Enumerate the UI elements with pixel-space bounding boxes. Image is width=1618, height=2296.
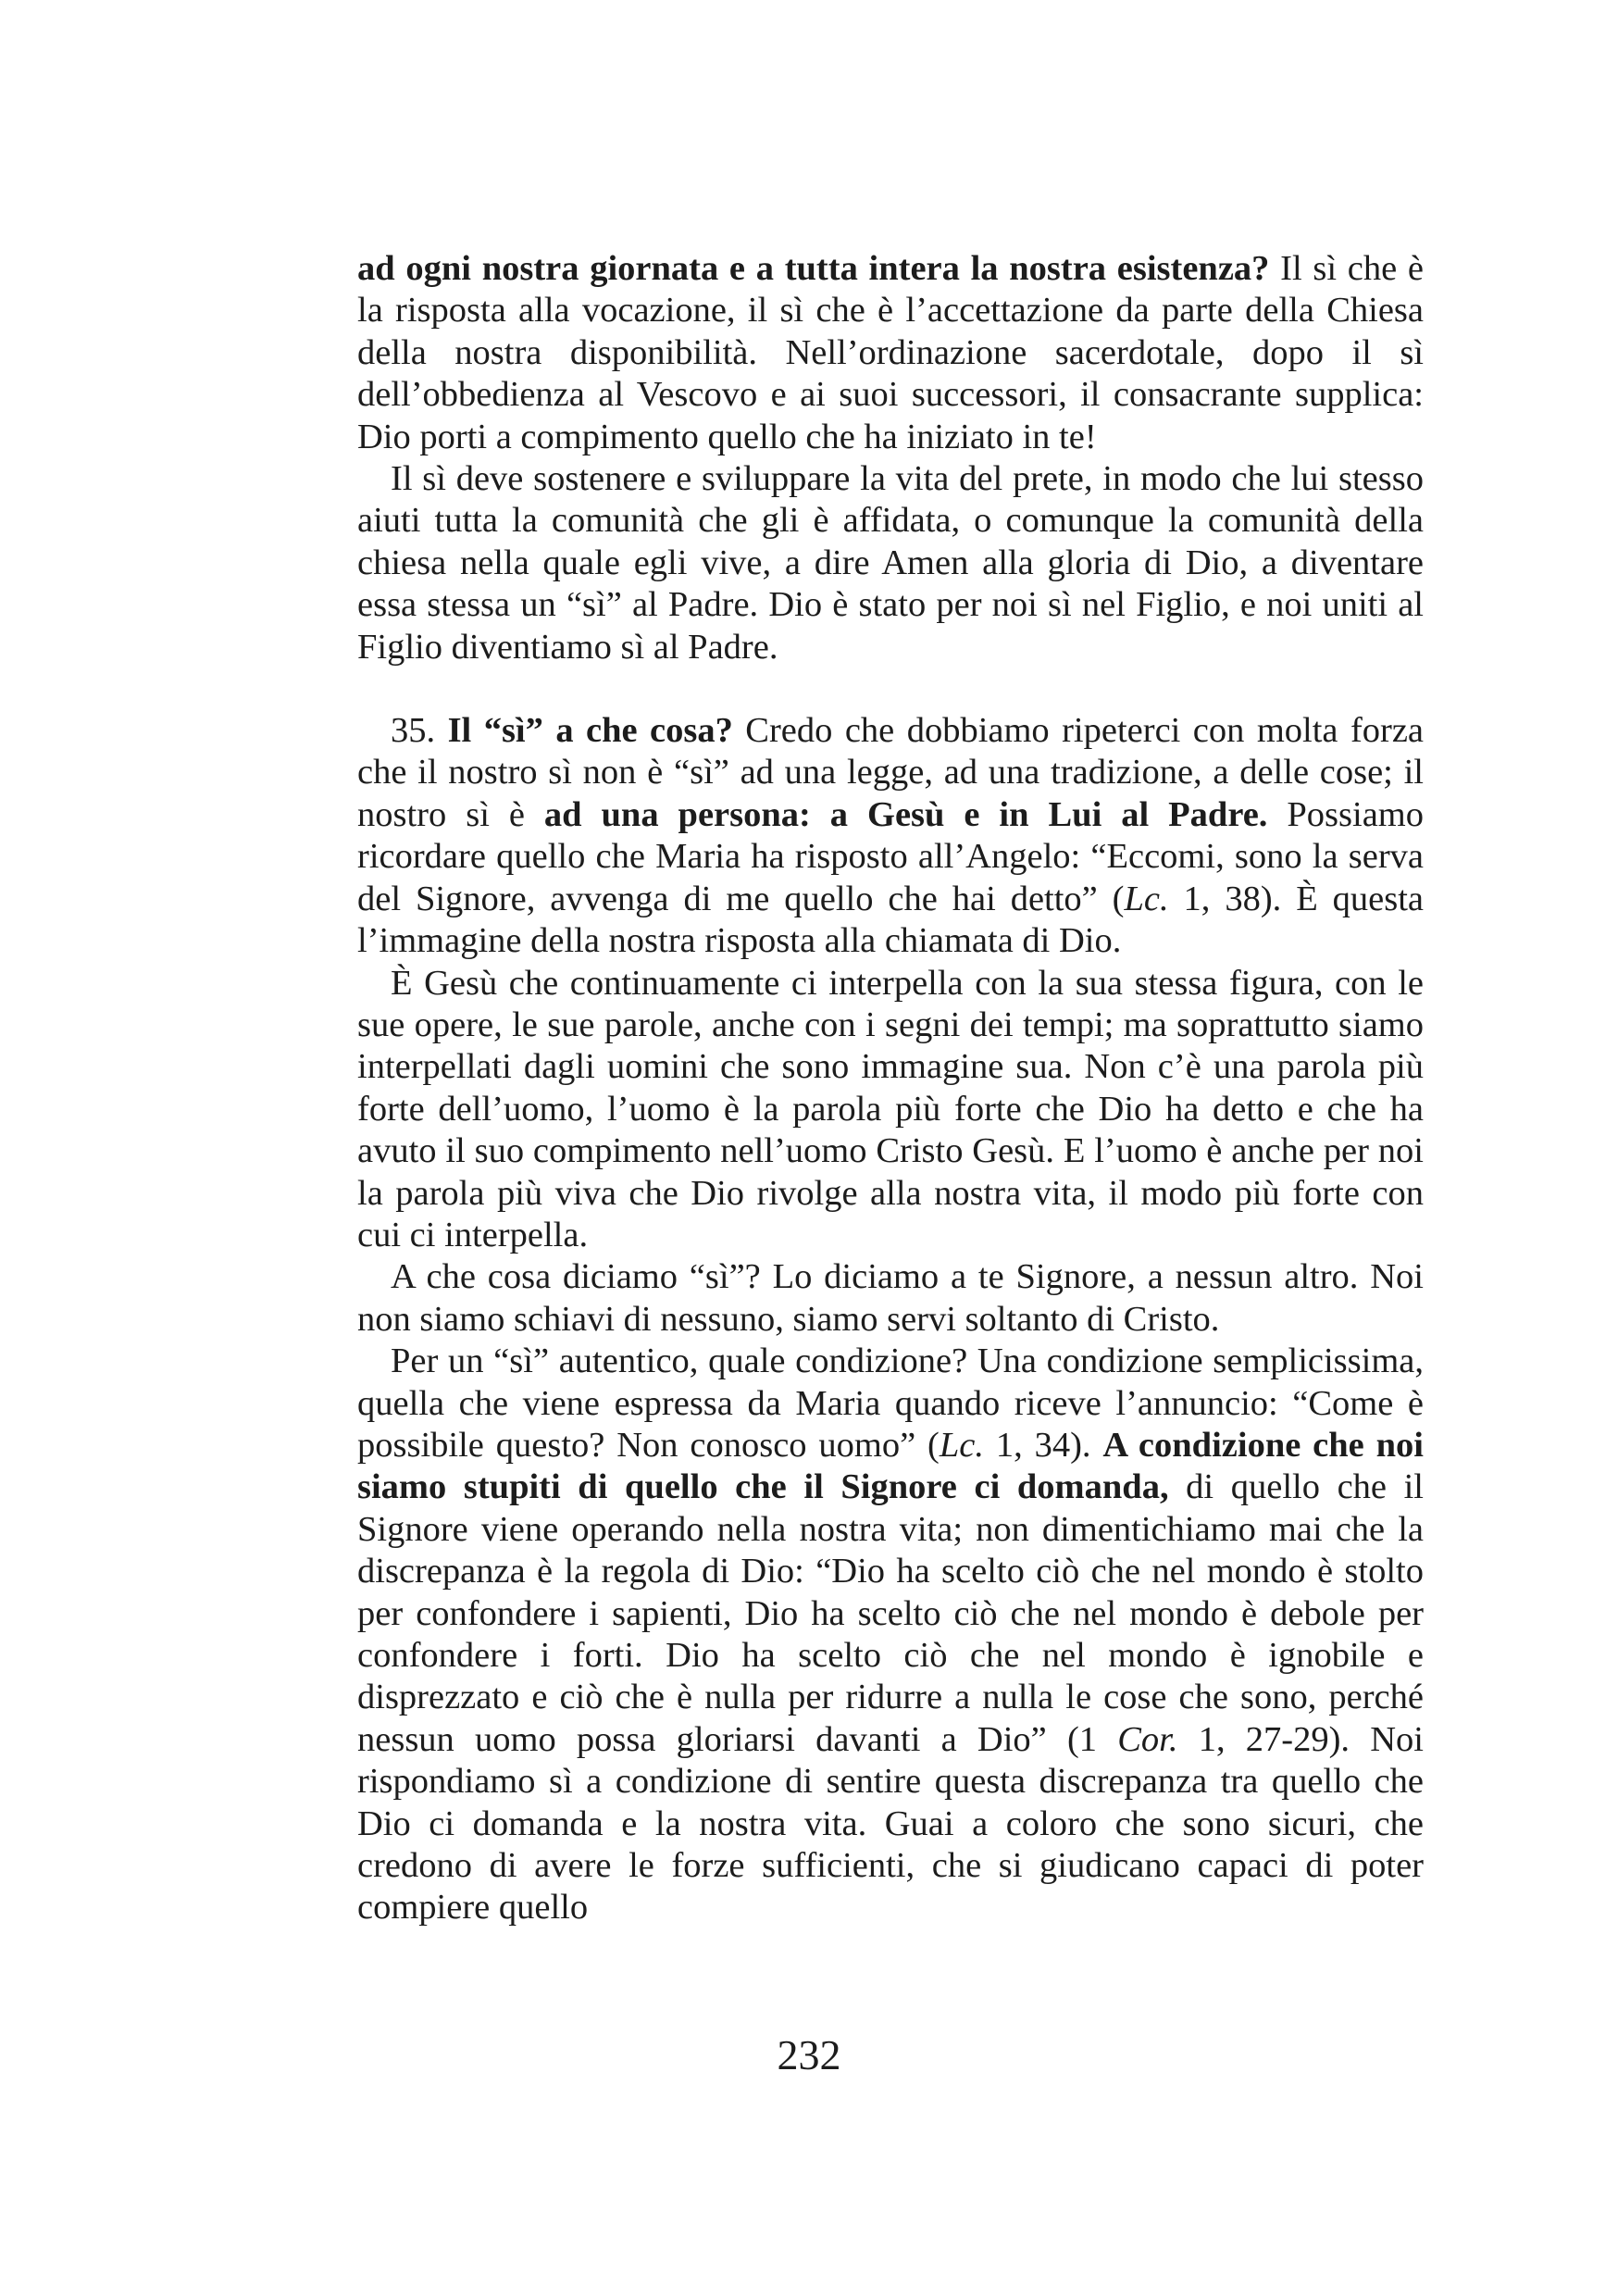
paragraph bbox=[357, 1341, 1424, 1929]
text-run: Credo che dobbiamo ripeterci con molta forza che il nostro sì non è “sì” ad una legge, ad una tradizione, a delle cose; il nostro sì è bbox=[357, 711, 1425, 834]
bold-text: ad ogni nostra giornata e a tutta intera la nostra esistenza? bbox=[357, 249, 1270, 288]
text-run: È Gesù che continuamente ci interpella con la sua stessa figura, con le sue opere, le sue parole, anche con i segni dei tempi; ma soprattutto siamo interpellati dagli uomini che sono immagine sua. Non c’è una parola più forte dell’uomo, l’uomo è la parola più forte che Dio ha detto e che ha avuto il suo compimento nell’uomo Cristo Gesù. E l’uomo è anche per noi la parola più viva che Dio rivolge alla nostra vita, il modo più forte con cui ci interpella. bbox=[357, 963, 1424, 1254]
text-run: Il sì deve sostenere e sviluppare la vita del prete, in modo che lui stesso aiuti tutta la comunità che gli è affidata, o comunque la comunità della chiesa nella quale egli vive, a dire Amen alla gloria di Dio, a diventare essa stessa un “sì” al Padre. Dio è stato per noi sì nel Figlio, e noi uniti al Figlio diventiamo sì al Padre. bbox=[357, 459, 1424, 667]
paragraph bbox=[357, 248, 1424, 458]
bold-text: ad una persona: a Gesù e in Lui al Padre. bbox=[543, 794, 1268, 834]
text-run: A che cosa diciamo “sì”? Lo diciamo a te Signore, a nessun altro. Noi non siamo schiavi di nessuno, siamo servi soltanto di Cristo. bbox=[357, 1257, 1424, 1339]
page-number: 232 bbox=[777, 2031, 841, 2078]
text-run: Per un “sì” autentico, quale condizione? Una condizione semplicissima, quella che viene espressa da Maria quando riceve l’annuncio: “Come è possibile questo? Non conosco uomo” ( bbox=[357, 1341, 1424, 1465]
paragraph bbox=[357, 963, 1424, 1257]
italic-text: Lc. bbox=[939, 1425, 984, 1465]
text-run: Il sì che è la risposta alla vocazione, il sì che è l’accettazione da parte della Chiesa della nostra disponibilità. Nell’ordinazione sacerdotale, dopo il sì dell’obbedienza al Vescovo e ai suoi successori, il consacrante supplica: Dio porti a compimento quello che ha iniziato in te! bbox=[357, 249, 1424, 456]
paragraph bbox=[357, 458, 1424, 668]
paragraph bbox=[357, 1256, 1424, 1341]
italic-text: Cor. bbox=[1117, 1719, 1178, 1759]
text-run: 35. bbox=[391, 711, 448, 751]
section-35-paragraph bbox=[357, 710, 1424, 962]
text-run: 1, 34). bbox=[983, 1425, 1103, 1465]
text-run: 1, 27-29). Noi rispondiamo sì a condizione di sentire questa discrepanza tra quello che Dio ci domanda e la nostra vita. Guai a coloro che sono sicuri, che credono di avere le forze sufficienti, che si giudicano capaci di poter compiere quello bbox=[357, 1719, 1424, 1928]
text-run: Possiamo ricordare quello che Maria ha risposto all’Angelo: “Eccomi, sono la serva del Signore, avvenga di me quello che hai detto” ( bbox=[357, 794, 1425, 918]
text-run: 1, 38). È questa l’immagine della nostra risposta alla chiamata di Dio. bbox=[357, 879, 1424, 961]
bold-text: Il “sì” a che cosa? bbox=[447, 711, 733, 751]
body-text bbox=[357, 248, 1424, 1929]
text-run: di quello che il Signore viene operando nella nostra vita; non dimentichiamo mai che la discrepanza è la regola di Dio: “Dio ha scelto ciò che nel mondo è stolto per confondere i sapienti, Dio ha scelto ciò che nel mondo è debole per confondere i forti. Dio ha scelto ciò che nel mondo è ignobile e disprezzato e ciò che è nulla per ridurre a nulla le cose che sono, perché nessun uomo possa gloriarsi davanti a Dio” (1 bbox=[357, 1467, 1425, 1759]
italic-text: Lc. bbox=[1124, 879, 1169, 918]
bold-text: A condizione che noi siamo stupiti di quello che il Signore ci domanda, bbox=[357, 1425, 1424, 1507]
